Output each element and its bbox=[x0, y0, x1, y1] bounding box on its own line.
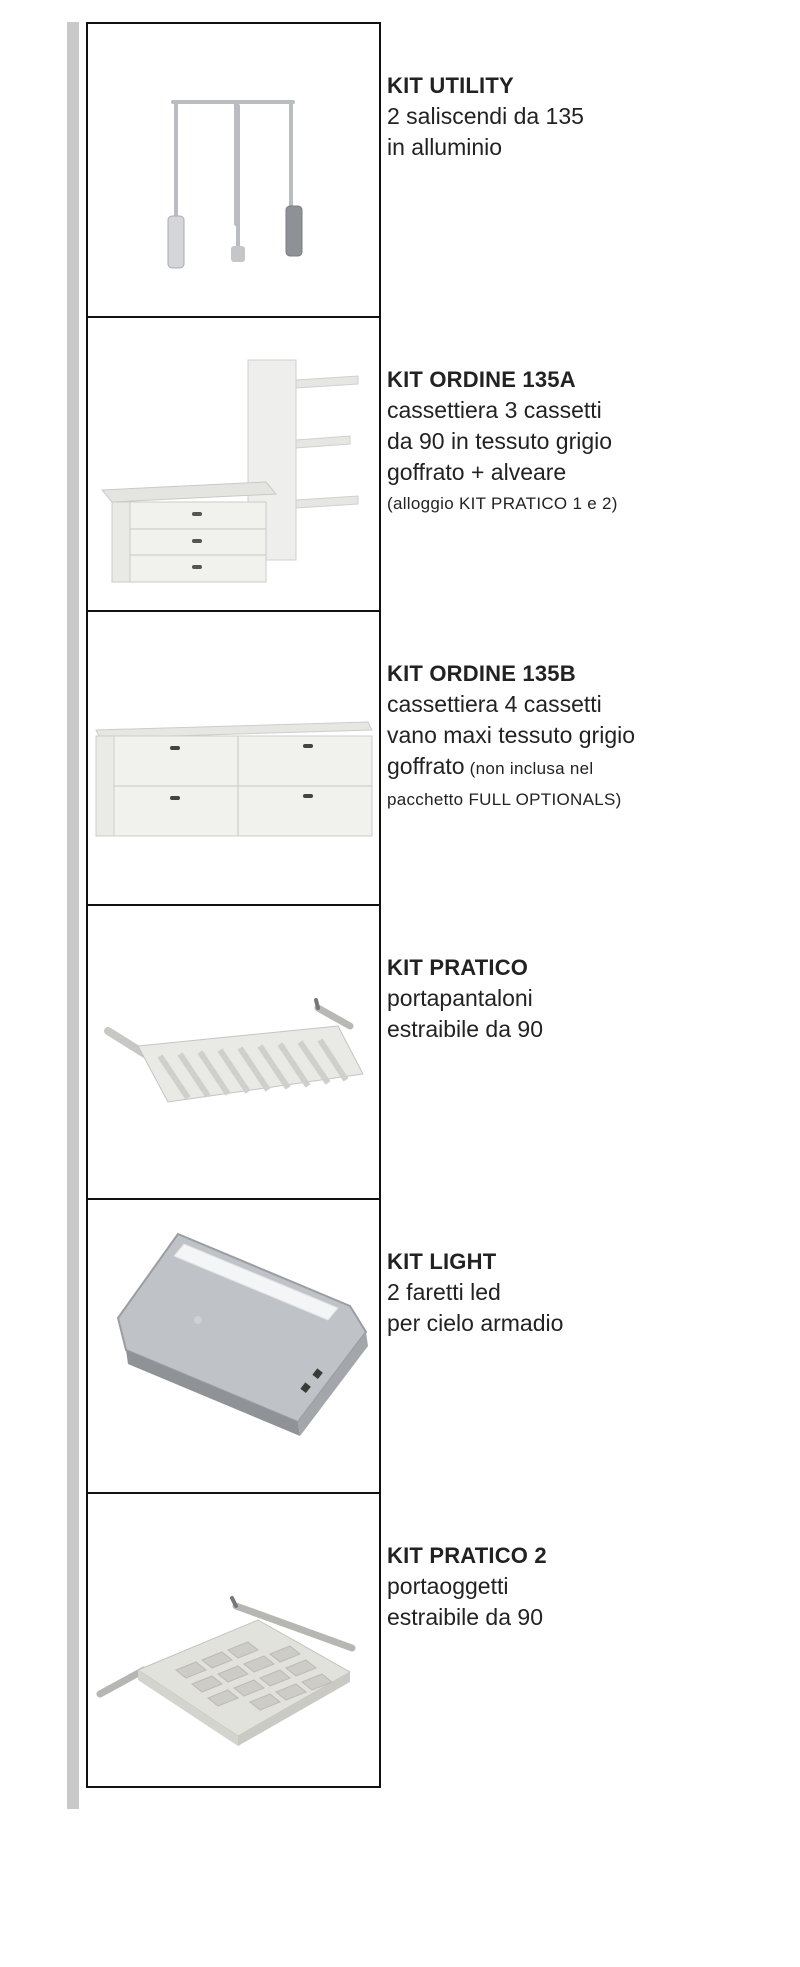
product-detail-line: estraibile da 90 bbox=[387, 1016, 543, 1042]
product-image-frame bbox=[86, 316, 381, 610]
product-detail-text: goffrato bbox=[387, 753, 465, 779]
product-title: KIT UTILITY bbox=[387, 73, 514, 98]
product-description bbox=[387, 364, 777, 519]
product-detail-line: estraibile da 90 bbox=[387, 1604, 543, 1630]
product-image-frame bbox=[86, 1492, 381, 1788]
chest-of-drawers-with-shelves-icon bbox=[88, 318, 379, 610]
product-description bbox=[387, 70, 777, 163]
product-detail-line: portapantaloni bbox=[387, 985, 533, 1011]
product-image-frame bbox=[86, 610, 381, 904]
product-title: KIT PRATICO 2 bbox=[387, 1543, 547, 1568]
kit-catalog bbox=[86, 22, 786, 1786]
product-note: pacchetto FULL OPTIONALS) bbox=[387, 790, 622, 809]
product-title: KIT LIGHT bbox=[387, 1249, 497, 1274]
pull-out-trouser-rack-icon bbox=[88, 906, 379, 1198]
product-detail-line: 2 faretti led bbox=[387, 1279, 501, 1305]
side-accent-bar bbox=[67, 22, 79, 1809]
product-row-kit-light bbox=[86, 1198, 786, 1492]
product-image-frame bbox=[86, 904, 381, 1198]
product-row-kit-pratico-2 bbox=[86, 1492, 786, 1786]
product-row-kit-ordine-135b bbox=[86, 610, 786, 904]
product-detail-line: da 90 in tessuto grigio bbox=[387, 428, 613, 454]
product-note-inline: (non inclusa nel bbox=[464, 759, 594, 778]
led-spotlight-icon bbox=[88, 1200, 379, 1492]
product-row-kit-ordine-135a bbox=[86, 316, 786, 610]
product-detail-line bbox=[387, 751, 777, 784]
product-detail-line: cassettiera 4 cassetti bbox=[387, 691, 602, 717]
product-detail-line: per cielo armadio bbox=[387, 1310, 564, 1336]
product-detail-line: in alluminio bbox=[387, 134, 503, 160]
product-description bbox=[387, 658, 777, 815]
product-title: KIT ORDINE 135A bbox=[387, 367, 576, 392]
product-detail-line: goffrato + alveare bbox=[387, 459, 567, 485]
product-row-kit-pratico bbox=[86, 904, 786, 1198]
product-image-frame bbox=[86, 1198, 381, 1492]
product-detail-line: vano maxi tessuto grigio bbox=[387, 722, 636, 748]
product-title: KIT ORDINE 135B bbox=[387, 661, 576, 686]
product-detail-line: cassettiera 3 cassetti bbox=[387, 397, 602, 423]
product-description bbox=[387, 1246, 777, 1339]
product-detail-line: 2 saliscendi da 135 bbox=[387, 103, 584, 129]
product-description bbox=[387, 1540, 777, 1633]
product-title: KIT PRATICO bbox=[387, 955, 529, 980]
pull-down-wardrobe-rail-icon bbox=[88, 24, 379, 316]
four-drawer-unit-icon bbox=[88, 612, 379, 904]
product-detail-line: portaoggetti bbox=[387, 1573, 509, 1599]
product-note: (alloggio KIT PRATICO 1 e 2) bbox=[387, 494, 618, 513]
product-description bbox=[387, 952, 777, 1045]
product-row-kit-utility bbox=[86, 22, 786, 316]
pull-out-organizer-tray-icon bbox=[88, 1494, 379, 1786]
product-image-frame bbox=[86, 22, 381, 316]
